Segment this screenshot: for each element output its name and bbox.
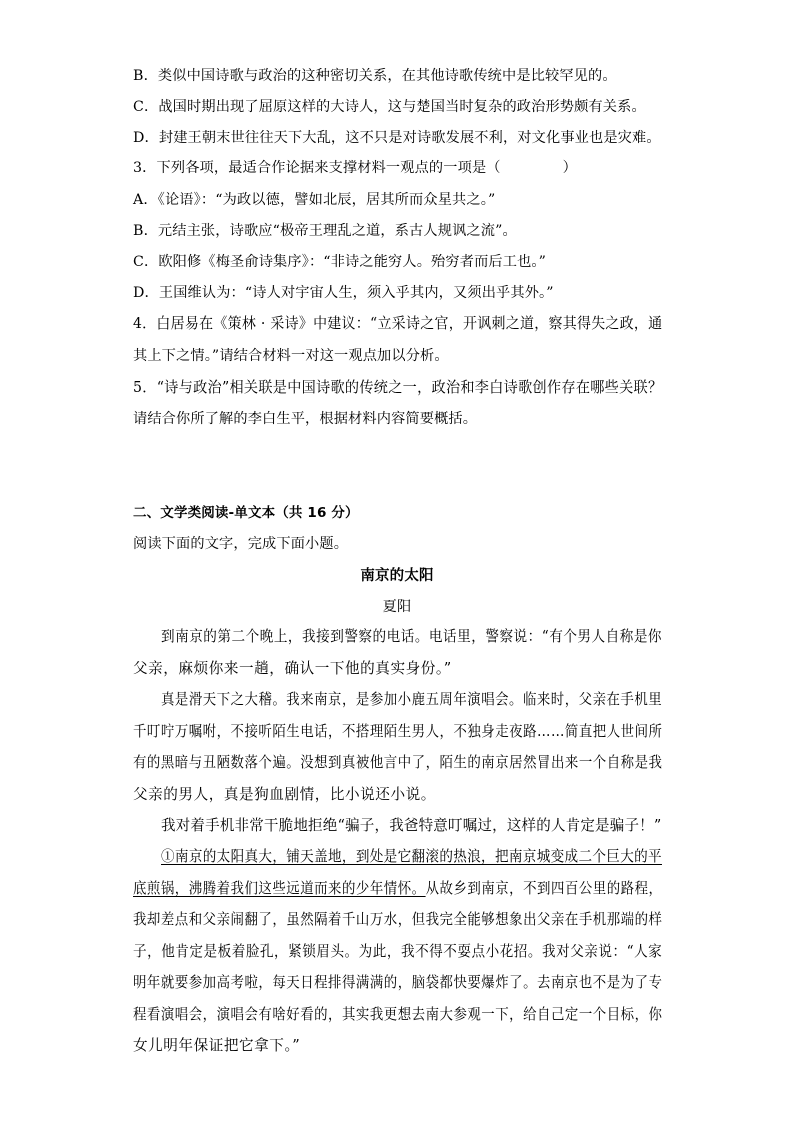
paragraph-4-line-3: 我却差点和父亲闹翻了，虽然隔着千山万水，但我完全能够想象出父亲在手机那端的样 [133, 911, 663, 928]
question-5-line-1: 5．“诗与政治”相关联是中国诗歌的传统之一，政治和李白诗歌创作存在哪些关联？ [133, 379, 663, 396]
paragraph-4-line-2 [133, 879, 662, 899]
question-4-line-2: 其上下之情。”请结合材料一对这一观点加以分析。 [133, 348, 449, 364]
question-3-close: ） [562, 160, 577, 176]
paragraph-2-line-1: 真是滑天下之大稽。我来南京，是参加小鹿五周年演唱会。临来时，父亲在手机里 [161, 691, 663, 708]
underlined-sentence: 底煎锅，沸腾着我们这些远道而来的少年情怀。 [133, 880, 426, 897]
paragraph-2-line-2: 千叮咛万嘱咐，不接听陌生电话，不搭理陌生男人，不独身走夜路……简直把人世间所 [133, 723, 663, 740]
question-option-d: D．封建王朝末世往往天下大乱，这不只是对诗歌发展不利，对文化事业也是灾难。 [133, 130, 661, 146]
paragraph-4-line-2-rest: 从故乡到南京，不到四百公里的路程， [425, 880, 663, 897]
section-instruction: 阅读下面的文字，完成下面小题。 [133, 536, 349, 552]
question-3-option-b: B．元结主张，诗歌应“极帝王理乱之道，系古人规讽之流”。 [133, 223, 517, 239]
paragraph-4-line-4: 子，他肯定是板着脸孔，紧锁眉头。为此，我不得不耍点小花招。我对父亲说：“人家 [133, 943, 663, 960]
question-3-stem: 3．下列各项，最适合作论据来支撑材料一观点的一项是（ [133, 160, 501, 176]
paragraph-4-line-6: 程看演唱会，演唱会有啥好看的，其实我更想去南大参观一下，给自己定一个目标，你 [133, 1006, 663, 1023]
paragraph-1-line-2: 父亲，麻烦你来一趟，确认一下他的真实身份。” [133, 660, 452, 677]
paragraph-4-line-5: 明年就要参加高考啦，每天日程排得满满的，脑袋都快要爆炸了。去南京也不是为了专 [133, 974, 663, 991]
question-4-line-1: 4．白居易在《策林 · 采诗》中建议：“立采诗之官，开讽刺之道，察其得失之政，通 [133, 315, 663, 332]
question-3-option-d: D．王国维认为：“诗人对宇宙人生，须入乎其内，又须出乎其外。” [133, 285, 554, 301]
question-3-option-a: A．《论语》：“为政以德，譬如北辰，居其所而众星共之。” [133, 192, 496, 208]
question-5-line-2: 请结合你所了解的李白生平，根据材料内容简要概括。 [133, 411, 478, 427]
question-option-b: B．类似中国诗歌与政治的这种密切关系，在其他诗歌传统中是比较罕见的。 [133, 68, 617, 84]
section-heading: 二、文学类阅读-单文本（共 16 分） [133, 505, 359, 521]
question-3 [133, 158, 577, 178]
paragraph-4-underlined-line-1: ①南京的太阳真大，铺天盖地，到处是它翻滚的热浪，把南京城变成二个巨大的平 [161, 848, 662, 865]
paragraph-1-line-1: 到南京的第二个晚上，我接到警察的电话。电话里，警察说：“有个男人自称是你 [161, 628, 663, 645]
paragraph-4-line-7: 女儿明年保证把它拿下。” [133, 1037, 301, 1054]
story-author: 夏阳 [382, 599, 412, 615]
question-3-option-c: C．欧阳修《梅圣俞诗集序》：“非诗之能穷人。殆穷者而后工也。” [133, 254, 547, 270]
paragraph-2-line-4: 父亲的男人，真是狗血剧情，比小说还小说。 [133, 786, 436, 803]
paragraph-2-line-3: 有的黑暗与丑陋数落个遍。没想到真被他言中了，陌生的南京居然冒出来一个自称是我 [133, 754, 663, 771]
paragraph-3-line-1: 我对着手机非常干脆地拒绝“骗子，我爸特意叮嘱过，这样的人肯定是骗子！” [161, 817, 662, 834]
question-option-c: C．战国时期出现了屈原这样的大诗人，这与楚国当时复杂的政治形势颇有关系。 [133, 99, 646, 115]
story-title: 南京的太阳 [360, 568, 434, 584]
